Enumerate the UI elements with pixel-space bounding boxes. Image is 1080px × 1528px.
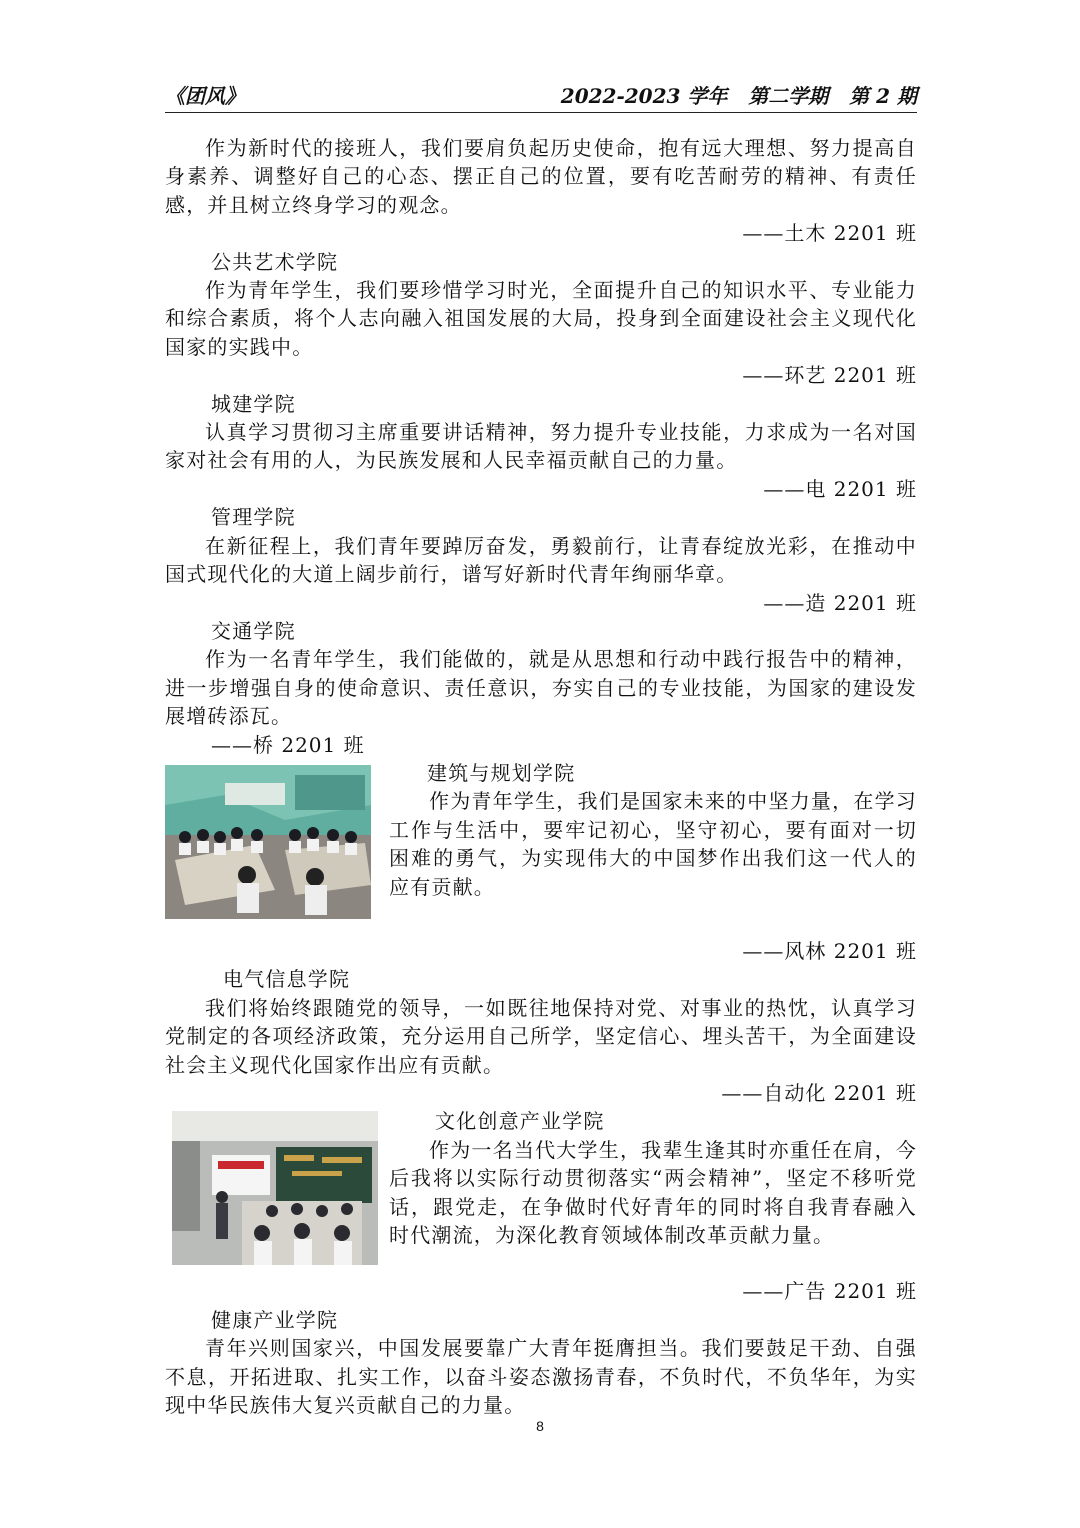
paragraph: 作为一名青年学生，我们能做的，就是从思想和行动中践行报告中的精神，进一步增强自身的使命意识、责任意识，夯实自己的专业技能，为国家的建设发展增砖添瓦。	[165, 647, 917, 729]
paragraph: 作为青年学生，我们要珍惜学习时光，全面提升自己的知识水平、专业能力和综合素质，将个人志向融入祖国发展的大局，投身到全面建设社会主义现代化国家的实践中。	[165, 278, 917, 359]
paragraph: 我们将始终跟随党的领导，一如既往地保持对党、对事业的热忱，认真学习党制定的各项经济政策，充分运用自己所学，坚定信心、埋头苦干，为全面建设社会主义现代化国家作出应有贡献。	[165, 995, 917, 1077]
college-label: 公共艺术学院	[211, 249, 339, 274]
paragraph: 认真学习贯彻习主席重要讲话精神，努力提升专业技能，力求成为一名对国家对社会有用的人，为民族发展和人民幸福贡献自己的力量。	[165, 420, 917, 473]
college-label: 交通学院	[211, 618, 296, 643]
paragraph: 青年兴则国家兴，中国发展要靠广大青年挺膺担当。我们要鼓足干劲、自强不息，开拓进取、扎实工作，以奋斗姿态激扬青春，不负时代，不负华年，为实现中华民族伟大复兴贡献自己的力量。	[165, 1336, 917, 1417]
figure-caption-text	[389, 759, 917, 901]
signature: ——电 2201 班	[763, 476, 917, 501]
paragraph: 作为青年学生，我们是国家未来的中坚力量，在学习工作与生活中，要牢记初心，坚守初心，要有面对一切困难的勇气，为实现伟大的中国梦作出我们这一代人的应有贡献。	[389, 789, 917, 899]
signature: ——广告 2201 班	[742, 1279, 917, 1304]
college-label: 健康产业学院	[211, 1307, 339, 1332]
signature: ——环艺 2201 班	[742, 363, 917, 388]
figure-row	[165, 1107, 917, 1277]
signature: ——风林 2201 班	[742, 938, 917, 963]
page-number: 8	[536, 1418, 544, 1434]
signature: ——造 2201 班	[763, 590, 917, 615]
signature: ——土木 2201 班	[742, 221, 917, 246]
figure-row	[165, 759, 917, 937]
college-label: 管理学院	[211, 505, 296, 530]
paragraph: 作为新时代的接班人，我们要肩负起历史使命，抱有远大理想、努力提高自身素养、调整好自己的心态、摆正自己的位置，要有吃苦耐劳的精神、有责任感，并且树立终身学习的观念。	[165, 136, 917, 217]
lecture-photo	[172, 1111, 378, 1265]
college-label: 电气信息学院	[223, 967, 351, 992]
issue-info: 2022-2023 学年 第二学期 第 2 期	[560, 84, 917, 108]
classroom-photo	[165, 765, 371, 919]
paragraph: 作为一名当代大学生，我辈生逢其时亦重任在肩，今后我将以实际行动贯彻落实“两会精神”，坚定不移听党话，跟党走，在争做时代好青年的同时将自我青春融入时代潮流，为深化教育领域体制改革贡献力量。	[389, 1137, 917, 1247]
signature: ——自动化 2201 班	[721, 1080, 917, 1105]
page-header	[165, 78, 917, 113]
college-label: 建筑与规划学院	[427, 760, 576, 785]
college-label: 文化创意产业学院	[435, 1109, 605, 1134]
journal-title: 《团风》	[165, 84, 245, 108]
article-body	[165, 134, 917, 1419]
figure-caption-text	[389, 1107, 917, 1249]
paragraph: 在新征程上，我们青年要踔厉奋发，勇毅前行，让青春绽放光彩，在推动中国式现代化的大道上阔步前行，谱写好新时代青年绚丽华章。	[165, 533, 917, 587]
college-label: 城建学院	[211, 391, 296, 416]
signature: ——桥 2201 班	[211, 732, 365, 757]
